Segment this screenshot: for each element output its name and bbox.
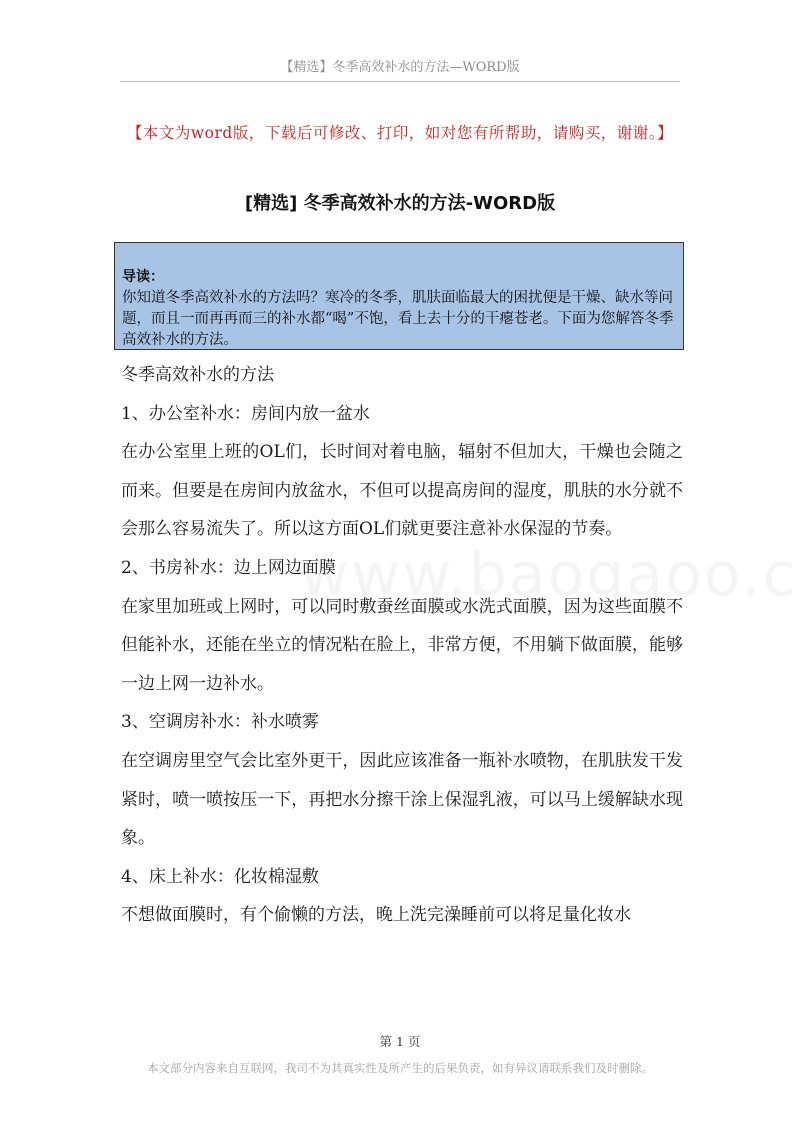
section-heading-study: 2、书房补水：边上网边面膜 bbox=[121, 557, 336, 578]
section-heading-bed: 4、床上补水：化妆棉湿敷 bbox=[121, 866, 319, 887]
intro-text: 你知道冬季高效补水的方法吗？寒冷的冬季，肌肤面临最大的困扰便是干燥、缺水等问题，而且一而再再而三的补水都“喝”不饱，看上去十分的干瘪苍老。下面为您解答冬季高效补水的方法。 bbox=[122, 290, 674, 348]
page-header: 【精选】冬季高效补水的方法—WORD版 bbox=[120, 56, 680, 82]
intro-box bbox=[114, 242, 684, 350]
intro-label: 导读： bbox=[122, 269, 164, 285]
section-title: 冬季高效补水的方法 bbox=[121, 365, 274, 385]
section-paragraph-aircon: 在空调房里空气会比室外更干，因此应该准备一瓶补水喷物，在肌肤发干发紧时，喷一喷按压一下，再把水分擦干涂上保湿乳液，可以马上缓解缺水现象。 bbox=[121, 750, 683, 849]
page-number: 第 1 页 bbox=[379, 1034, 421, 1049]
section-heading-aircon: 3、空调房补水：补水喷雾 bbox=[121, 712, 319, 733]
page-footer-disclaimer: 本文部分内容来自互联网，我司不为其真实性及所产生的后果负责，如有异议请联系我们及时删除。 bbox=[147, 1061, 653, 1075]
section-paragraph-office: 在办公室里上班的OL们，长时间对着电脑，辐射不但加大，干燥也会随之而来。但要是在房间内放盆水，不但可以提高房间的湿度，肌肤的水分就不会那么容易流失了。所以这方面OL们就更要注意补水保湿的节奏。 bbox=[121, 442, 683, 540]
document-body bbox=[121, 356, 683, 935]
section-paragraph-study: 在家里加班或上网时，可以同时敷蚕丝面膜或水洗式面膜，因为这些面膜不但能补水，还能在坐立的情况粘在脸上，非常方便，不用躺下做面膜，能够一边上网一边补水。 bbox=[121, 596, 683, 694]
download-notice: 【本文为word版，下载后可修改、打印，如对您有所帮助，请购买，谢谢。】 bbox=[126, 124, 674, 142]
document-title: [精选] 冬季高效补水的方法-WORD版 bbox=[244, 193, 556, 214]
section-paragraph-bed: 不想做面膜时，有个偷懒的方法，晚上洗完澡睡前可以将足量化妆水 bbox=[121, 905, 631, 926]
section-heading-office: 1、办公室补水：房间内放一盆水 bbox=[121, 403, 370, 424]
